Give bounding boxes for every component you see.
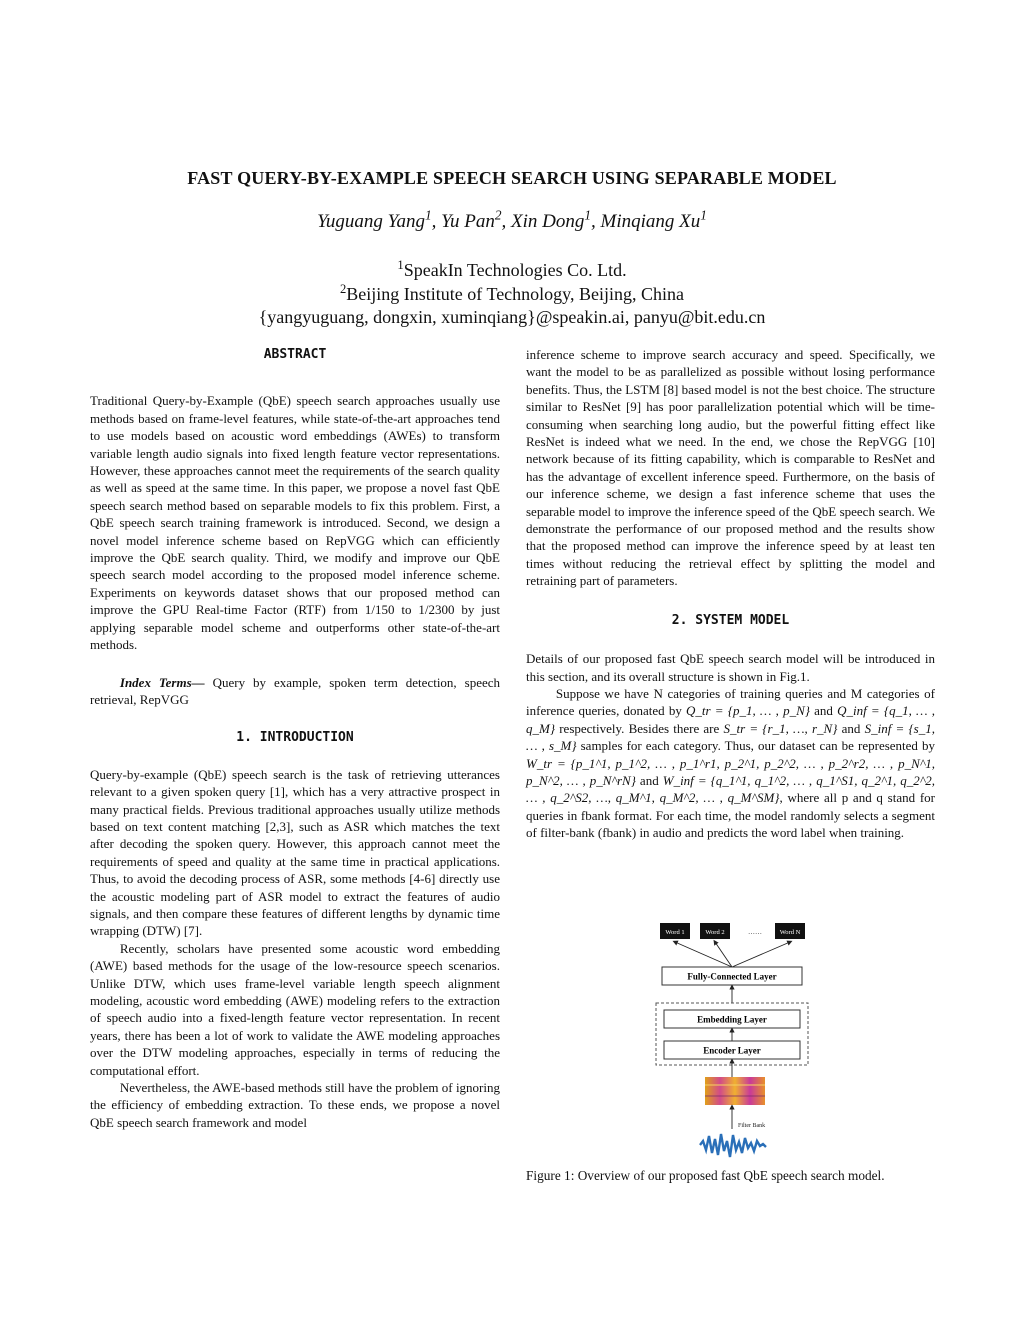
- intro-paragraph-3: Nevertheless, the AWE-based methods still have the problem of ignoring the efficiency of embedding extraction. To these ends, we propose a novel QbE speech search framework and model: [90, 1080, 500, 1130]
- author-separator: ,: [431, 211, 442, 232]
- system-heading: 2. SYSTEM MODEL: [671, 612, 790, 628]
- index-terms: [90, 674, 500, 709]
- affil-mark: 2: [340, 282, 347, 296]
- index-terms-label: Index Terms—: [119, 674, 205, 690]
- affiliation-2: [0, 284, 1024, 305]
- word-label: Word 1: [665, 929, 685, 936]
- author-name: Yuguang Yang: [317, 211, 425, 232]
- left-column: [90, 346, 500, 1131]
- author-emails: {yangyuguang, dongxin, xuminqiang}@speakin.ai, panyu@bit.edu.cn: [258, 307, 766, 327]
- paper-title: FAST QUERY-BY-EXAMPLE SPEECH SEARCH USING SEPARABLE MODEL: [187, 168, 837, 188]
- intro-paragraph-1: Query-by-example (QbE) speech search is the task of retrieving utterances relevant to a given spoken query [1], which has a very attractive prospect in many practical fields. Previous traditional approaches usually utilize methods based on text content matching [2,3], such as ASR which matches the text after decoding the spoken query. However, this approach cannot meet the requirements of speed and quality at the same time in practical applications. Thus, to avoid the decoding process of ASR, some methods [4-6] directly use the acoustic modeling part of ASR model to extract the features of audio signals, and then compare these features of different lengths by dynamic time wrapping (DTW) [7].: [90, 766, 500, 939]
- equation-s-tr: S_tr = {r_1, …, r_N}: [723, 720, 838, 736]
- affil-text: SpeakIn Technologies Co. Ltd.: [403, 260, 627, 280]
- filter-bank-label: Filter Bank: [738, 1123, 766, 1129]
- fc-layer-label: Fully-Connected Layer: [687, 971, 777, 982]
- embedding-layer-label: Embedding Layer: [697, 1014, 767, 1025]
- system-paragraph-2: [526, 685, 935, 842]
- equation-w-inf: W_inf = {q_1^1, q_1^2, … , q_1^S1, q_2^1, q_2^2, … , q_2^S2, …, q_M^1, q_M^2, … , q_M^SM}: [526, 772, 935, 806]
- author-affil-mark: 1: [424, 207, 432, 223]
- abstract-heading: ABSTRACT: [263, 347, 327, 362]
- figure-1-diagram: [650, 915, 830, 1163]
- right-column: [526, 346, 935, 842]
- intro-heading: 1. INTRODUCTION: [236, 730, 354, 746]
- author-name: Minqiang Xu: [600, 211, 701, 232]
- intro-paragraph-2: Recently, scholars have presented some acoustic word embedding (AWE) based methods for the usage of the low-resource speech scenarios. Unlike DTW, which uses frame-level variable length speech alignment modeling, acoustic word embedding (AWE) modeling refers to the extraction of speech audio into a fixed-length feature vector representation. In recent years, there has been a lot of work to validate the AWE modeling approaches over the DTW modeling approaches, especially in terms of reducing the computational effort.: [90, 940, 500, 1078]
- text-run: and: [837, 720, 865, 736]
- text-run: , where all p and q stand for queries in fbank format. For each time, the model randomly selects a segment of filter-bank (fbank) in audio and predicts the word label when training.: [526, 790, 935, 841]
- affil-mark: 1: [397, 258, 404, 272]
- author-separator: ,: [591, 211, 601, 232]
- author-affil-mark: 2: [494, 207, 502, 223]
- word-ellipsis: ……: [748, 928, 762, 936]
- text-run: Suppose we have N categories of training queries and M categories of inference queries, donated by: [526, 685, 935, 719]
- arrow: [732, 942, 790, 967]
- author-separator: ,: [501, 211, 511, 232]
- author-list: [0, 207, 1024, 233]
- spectrogram-image: [705, 1077, 765, 1105]
- system-paragraph-1: Details of our proposed fast QbE speech search model will be introduced in this section, and its overall structure is shown in Fig.1.: [526, 651, 935, 684]
- text-run: respectively. Besides there are: [555, 720, 724, 736]
- figure-1-caption: Figure 1: Overview of our proposed fast QbE speech search model.: [526, 1168, 885, 1183]
- author-affil-mark: 1: [584, 207, 591, 223]
- equation-w-tr: W_tr = {p_1^1, p_1^2, … , p_1^r1, p_2^1, p_2^2, … , p_2^r2, … , p_N^1, p_N^2, … , p_N^rN}: [526, 755, 935, 788]
- equation-q-tr: Q_tr = {p_1, … , p_N}: [686, 703, 810, 719]
- encoder-layer-label: Encoder Layer: [703, 1045, 761, 1056]
- affiliation-1: [0, 260, 1024, 281]
- equation-s-inf: S_inf = {s_1, … , s_M}: [526, 720, 935, 754]
- author-affil-mark: 1: [700, 207, 707, 223]
- author-name: Xin Dong: [510, 211, 585, 232]
- author-name: Yu Pan: [441, 211, 495, 232]
- word-label: Word 2: [705, 929, 725, 936]
- word-label: Word N: [779, 929, 801, 936]
- affil-text: Beijing Institute of Technology, Beijing, China: [346, 284, 684, 304]
- index-terms-text: Query by example, spoken term detection, speech retrieval, RepVGG: [90, 674, 501, 707]
- text-run: and: [635, 772, 663, 788]
- waveform-graphic: [700, 1134, 766, 1157]
- abstract-text: Traditional Query-by-Example (QbE) speech search approaches usually use methods based on frame-level features, while state-of-the-art approaches tend to use models based on acoustic word embeddings (AWEs) to transform variable length audio signals into fixed length feature vector representations. However, these approaches cannot meet the requirements of the search quality as well as speed at the same time. In this paper, we propose a novel fast QbE speech search method based on separable models to fix this problem. First, a QbE speech search training framework is introduced. Second, we design a novel model inference scheme based on RepVGG which can efficiently improve the QbE search quality. Third, we modify and improve our QbE speech search model according to the proposed model inference scheme. Experiments on keywords dataset shows that our proposed method can improve the GPU Real-time Factor (RTF) from 1/150 to 1/2300 by just applying separable model scheme and outperforms other state-of-the-art methods.: [90, 393, 500, 653]
- intro-paragraph-4: inference scheme to improve search accuracy and speed. Specifically, we want the model to be as parallelized as possible without losing performance benefits. Thus, the LSTM [8] based model is not the best choice. The structure similar to ResNet [9] has poor parallelization potential which will be time-consuming when searching long audio, but the powerful fitting effect like ResNet is indeed what we need. In the end, we chose the RepVGG [10] network because of its fitting capability, which is comparable to ResNet and has the advantage of excellent inference speed. Furthermore, on the basis of our inference scheme, we design a fast inference scheme that uses the separable model to improve the inference speed of the QbE speech search. We demonstrate the performance of our proposed method and the results show that the proposed method can improve the inference speed by at least ten times without reducing the retrieval effect by splitting the model and retraining part of parameters.: [526, 347, 935, 589]
- equation-q-inf: Q_inf = {q_1, … , q_M}: [526, 703, 935, 736]
- text-run: samples for each category. Thus, our dataset can be represented by: [576, 738, 935, 754]
- text-run: and: [809, 703, 838, 719]
